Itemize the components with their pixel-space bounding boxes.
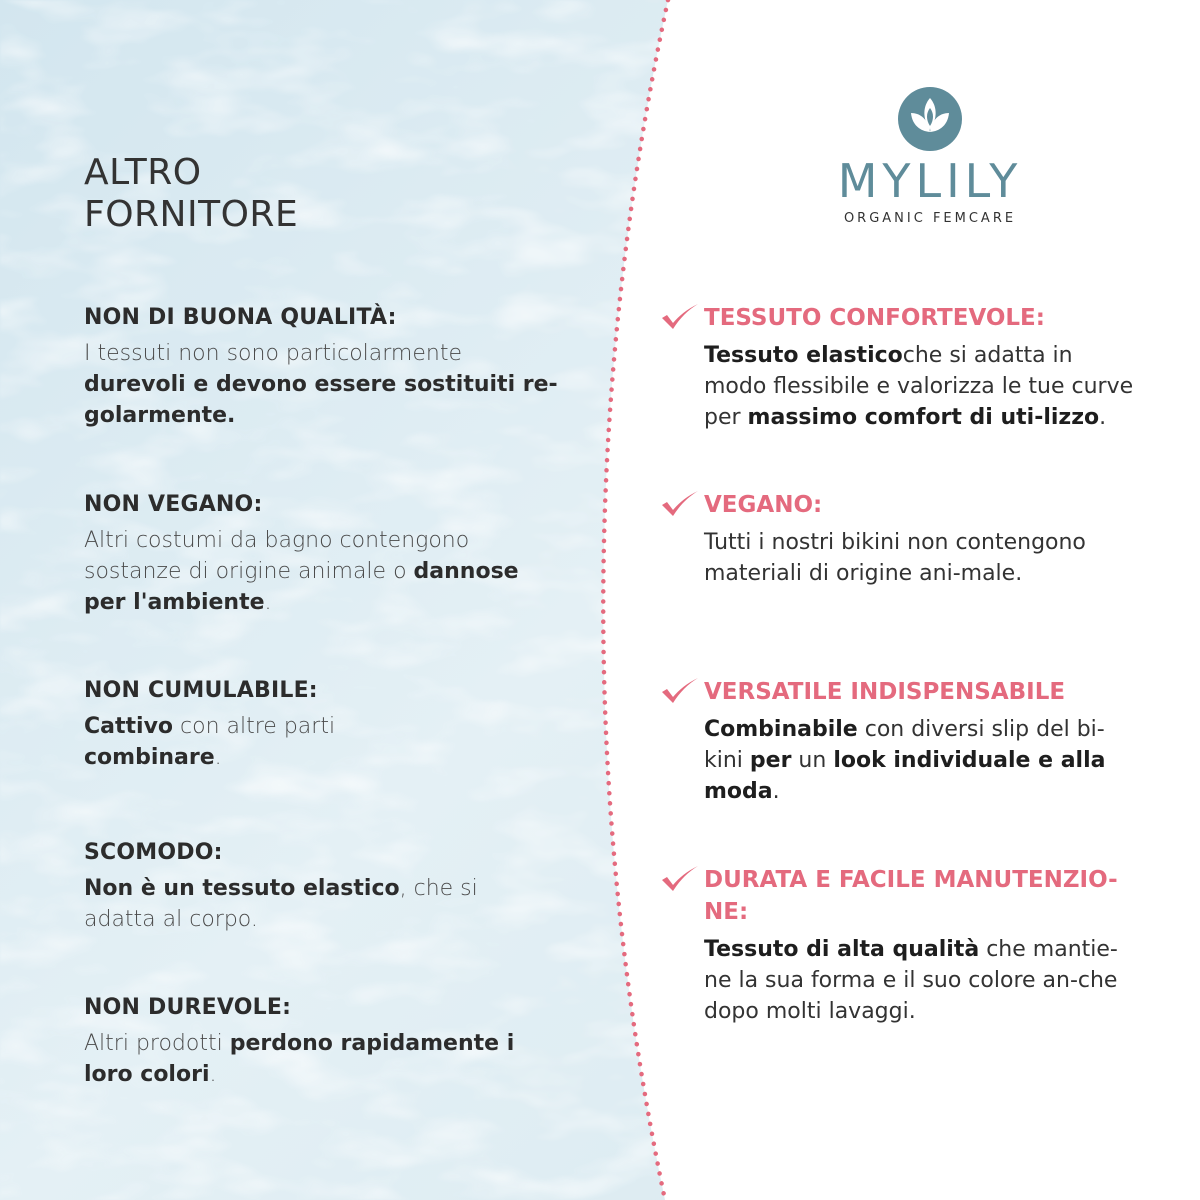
lotus-icon: [897, 86, 963, 152]
emphasis-text: Combinabile: [704, 717, 858, 742]
body-text: che si adatta in modo flessibile e valorizza le tue curve per: [704, 343, 1134, 430]
right-item-body: [704, 714, 1140, 807]
right-item-comfort: [660, 302, 1140, 433]
left-title-line2: FORNITORE: [84, 194, 299, 235]
left-item-heading: NON DI BUONA QUALITÀ:: [84, 305, 397, 330]
left-title: [84, 152, 298, 236]
right-item-heading: VEGANO:: [704, 492, 823, 518]
emphasis-text: per: [749, 748, 792, 773]
body-text: Altri prodotti: [84, 1031, 230, 1056]
body-text: un: [791, 748, 834, 773]
check-icon: [660, 302, 700, 332]
emphasis-text: perdono rapidamente i loro colori: [84, 1031, 515, 1087]
right-item-heading: VERSATILE INDISPENSABILE: [704, 679, 1066, 705]
left-item-quality: [84, 303, 564, 431]
mylily-logo: [830, 86, 1030, 228]
right-item-versatile: [660, 676, 1140, 807]
right-item-heading: TESSUTO CONFORTEVOLE:: [704, 305, 1045, 331]
body-text: che mantie-ne la sua forma e il suo colore an-che dopo molti lavaggi.: [704, 937, 1118, 1024]
left-item-heading: NON DUREVOLE:: [84, 995, 292, 1020]
body-text: Altri costumi da bagno contengono sostanze di origine animale o: [84, 528, 470, 584]
right-item-vegan: [660, 489, 1140, 589]
left-item-combinable: [84, 676, 564, 773]
emphasis-text: dannose per l'ambiente: [84, 559, 519, 615]
emphasis-text: combinare: [84, 745, 215, 770]
right-item-body: [704, 527, 1140, 589]
left-item-body: [84, 873, 494, 935]
emphasis-text: massimo comfort di uti-lizzo: [747, 405, 1100, 430]
left-item-vegan: [84, 490, 564, 618]
body-text: con diversi slip del bi-kini: [704, 717, 1105, 773]
left-item-body: [84, 711, 384, 773]
brand-tagline: ORGANIC FEMCARE: [843, 211, 1017, 226]
left-item-body: [84, 525, 564, 618]
emphasis-text: Tessuto di alta qualità: [704, 937, 980, 962]
left-item-uncomfortable: [84, 838, 564, 935]
body-text: .: [264, 590, 272, 615]
body-text: I tessuti non sono particolarmente: [84, 341, 463, 366]
left-item-body: [84, 1028, 564, 1090]
emphasis-text: Non è un tessuto elastico: [84, 876, 400, 901]
right-item-durability: [660, 864, 1140, 1027]
body-text: .: [1099, 405, 1107, 430]
body-text: , che si adatta al corpo.: [84, 876, 478, 932]
check-icon: [660, 864, 700, 894]
body-text: .: [214, 745, 222, 770]
left-item-heading: SCOMODO:: [84, 840, 223, 865]
right-item-body: [704, 934, 1140, 1027]
emphasis-text: Tessuto elastico: [704, 343, 903, 368]
body-text: .: [209, 1062, 217, 1087]
right-item-body: [704, 340, 1140, 433]
emphasis-text: look individuale e alla moda: [704, 748, 1106, 804]
left-item-durable: [84, 993, 564, 1090]
left-item-heading: NON VEGANO:: [84, 492, 263, 517]
right-item-heading: DURATA E FACILE MANUTENZIO-NE:: [704, 867, 1118, 925]
emphasis-text: Cattivo: [84, 714, 174, 739]
emphasis-text: durevoli e devono essere sostituiti re-golarmente.: [84, 372, 558, 428]
left-item-heading: NON CUMULABILE:: [84, 678, 318, 703]
check-icon: [660, 676, 700, 706]
left-item-body: [84, 338, 564, 431]
check-icon: [660, 489, 700, 519]
body-text: con altre parti: [173, 714, 336, 739]
left-title-line1: ALTRO: [84, 152, 202, 193]
brand-name: MYLILY: [837, 154, 1023, 208]
body-text: .: [772, 779, 780, 804]
body-text: Tutti i nostri bikini non contengono materiali di origine ani-male.: [704, 530, 1086, 586]
